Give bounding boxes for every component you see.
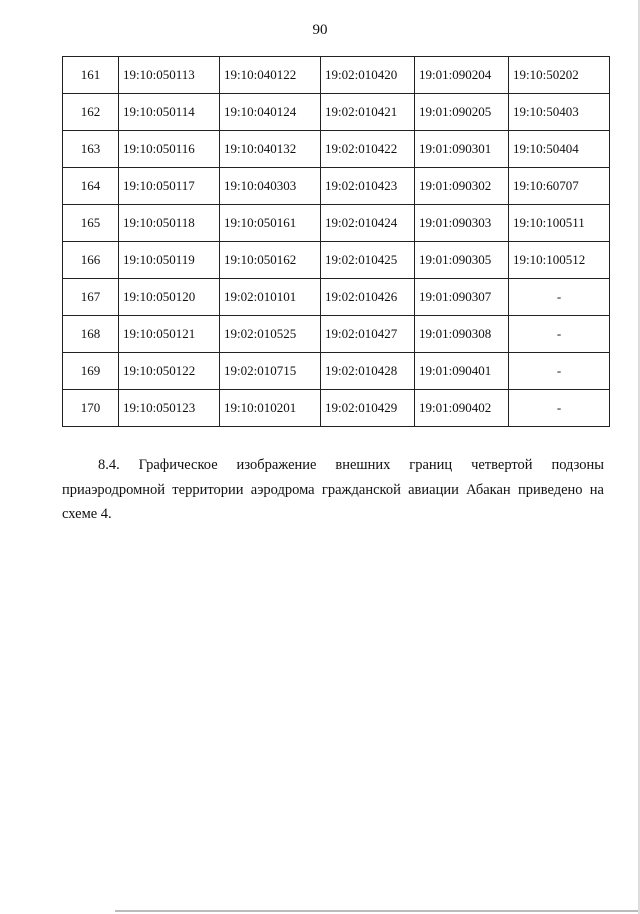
cadastral-number-cell: -: [509, 353, 610, 390]
cadastral-number-cell: 19:02:010422: [321, 131, 415, 168]
cadastral-number-cell: 19:10:050121: [119, 316, 220, 353]
cadastral-number-cell: 19:10:050120: [119, 279, 220, 316]
cadastral-number-cell: 19:10:040124: [220, 94, 321, 131]
cadastral-number-cell: 19:10:040303: [220, 168, 321, 205]
cadastral-number-cell: 19:01:090308: [415, 316, 509, 353]
cadastral-number-cell: 19:10:050113: [119, 57, 220, 94]
table-row: [63, 57, 610, 94]
cadastral-number-cell: 19:10:050117: [119, 168, 220, 205]
cadastral-number-cell: 19:02:010429: [321, 390, 415, 427]
cadastral-number-cell: 19:10:010201: [220, 390, 321, 427]
cadastral-number-cell: 19:10:050122: [119, 353, 220, 390]
cadastral-number-cell: 19:10:50202: [509, 57, 610, 94]
row-number-cell: 161: [63, 57, 119, 94]
cadastral-number-cell: 19:10:50404: [509, 131, 610, 168]
cadastral-number-cell: 19:02:010425: [321, 242, 415, 279]
cadastral-number-cell: 19:01:090302: [415, 168, 509, 205]
cadastral-number-cell: 19:10:050162: [220, 242, 321, 279]
cadastral-table: [62, 56, 610, 427]
cadastral-number-cell: 19:01:090204: [415, 57, 509, 94]
table-row: [63, 279, 610, 316]
cadastral-number-cell: -: [509, 279, 610, 316]
cadastral-number-cell: 19:02:010421: [321, 94, 415, 131]
cadastral-number-cell: 19:10:040122: [220, 57, 321, 94]
paragraph-8-4: [62, 453, 604, 527]
cadastral-number-cell: 19:10:050161: [220, 205, 321, 242]
row-number-cell: 169: [63, 353, 119, 390]
scan-edge-bottom: [115, 910, 640, 912]
cadastral-number-cell: 19:01:090401: [415, 353, 509, 390]
row-number-cell: 168: [63, 316, 119, 353]
row-number-cell: 165: [63, 205, 119, 242]
cadastral-number-cell: 19:10:050118: [119, 205, 220, 242]
table-body: [63, 57, 610, 427]
cadastral-number-cell: 19:02:010427: [321, 316, 415, 353]
row-number-cell: 167: [63, 279, 119, 316]
cadastral-number-cell: 19:02:010426: [321, 279, 415, 316]
cadastral-number-cell: 19:10:050119: [119, 242, 220, 279]
cadastral-number-cell: 19:01:090303: [415, 205, 509, 242]
cadastral-number-cell: 19:10:040132: [220, 131, 321, 168]
row-number-cell: 166: [63, 242, 119, 279]
page-number: 90: [312, 22, 328, 38]
row-number-cell: 170: [63, 390, 119, 427]
cadastral-number-cell: -: [509, 390, 610, 427]
cadastral-number-cell: 19:10:50403: [509, 94, 610, 131]
row-number-cell: 162: [63, 94, 119, 131]
row-number-cell: 164: [63, 168, 119, 205]
row-number-cell: 163: [63, 131, 119, 168]
table-row: [63, 94, 610, 131]
cadastral-number-cell: 19:01:090301: [415, 131, 509, 168]
cadastral-number-cell: 19:02:010715: [220, 353, 321, 390]
table-row: [63, 353, 610, 390]
cadastral-number-cell: 19:10:60707: [509, 168, 610, 205]
table-row: [63, 242, 610, 279]
cadastral-number-cell: 19:01:090205: [415, 94, 509, 131]
cadastral-number-cell: 19:01:090305: [415, 242, 509, 279]
cadastral-number-cell: 19:02:010423: [321, 168, 415, 205]
table-row: [63, 316, 610, 353]
paragraph-text: 8.4. Графическое изображение внешних границ четвертой подзоны приаэродромной территории аэродрома гражданской авиации Абакан приведено на схеме 4.: [62, 457, 604, 522]
cadastral-number-cell: 19:02:010424: [321, 205, 415, 242]
cadastral-number-cell: 19:02:010420: [321, 57, 415, 94]
cadastral-number-cell: 19:02:010101: [220, 279, 321, 316]
table-row: [63, 205, 610, 242]
table-row: [63, 390, 610, 427]
table-row: [63, 168, 610, 205]
table-row: [63, 131, 610, 168]
cadastral-number-cell: 19:02:010525: [220, 316, 321, 353]
cadastral-number-cell: 19:01:090402: [415, 390, 509, 427]
cadastral-number-cell: 19:10:050116: [119, 131, 220, 168]
cadastral-number-cell: 19:10:050114: [119, 94, 220, 131]
cadastral-number-cell: -: [509, 316, 610, 353]
cadastral-number-cell: 19:01:090307: [415, 279, 509, 316]
cadastral-number-cell: 19:10:050123: [119, 390, 220, 427]
cadastral-number-cell: 19:02:010428: [321, 353, 415, 390]
cadastral-number-cell: 19:10:100512: [509, 242, 610, 279]
cadastral-number-cell: 19:10:100511: [509, 205, 610, 242]
